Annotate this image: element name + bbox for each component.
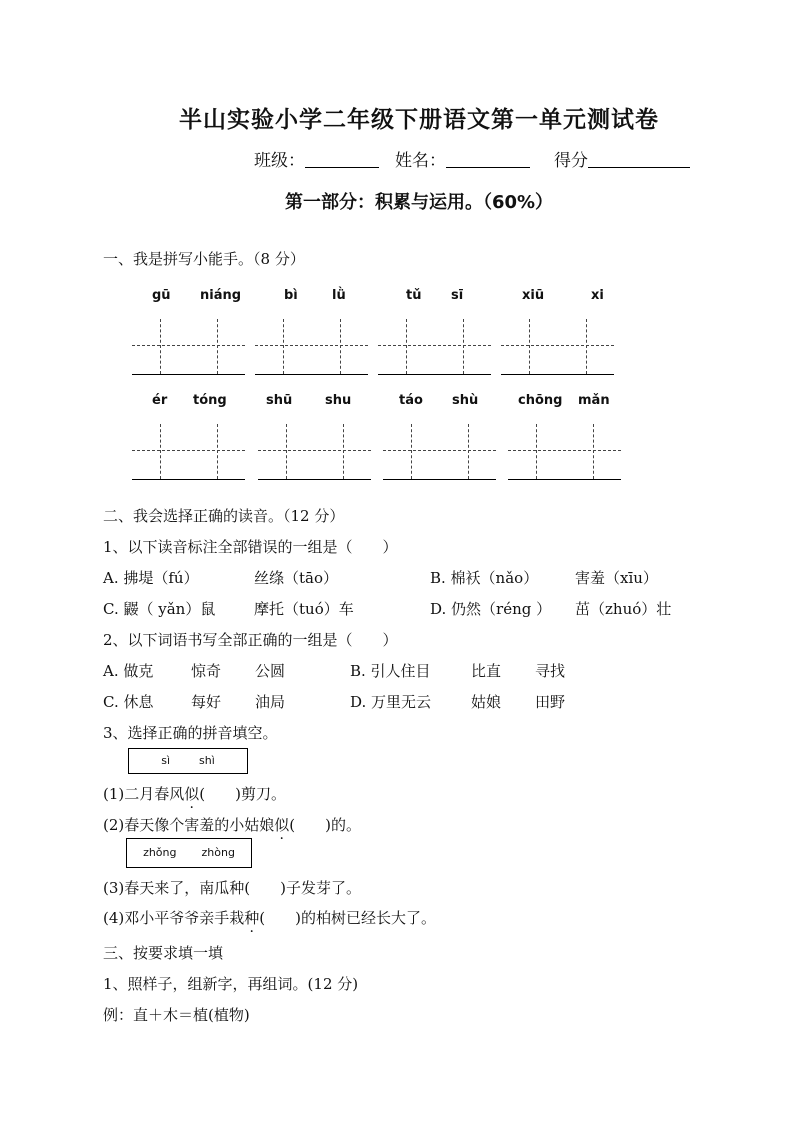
option-c-word: 每好 (191, 693, 222, 711)
option-b-word: 比直 (471, 662, 502, 680)
pinyin-label: tǔ (406, 288, 422, 303)
writing-grid[interactable] (508, 424, 621, 480)
pinyin-label: shu (325, 393, 352, 408)
name-blank[interactable] (446, 149, 530, 168)
class-field (254, 146, 379, 171)
score-field (554, 146, 690, 171)
pinyin-choice-box (128, 748, 248, 774)
q3-sub1: 1、照样子，组新字，再组词。(12 分) (103, 975, 359, 993)
score-label: 得分 (554, 151, 588, 171)
fill-sentence-4: (4)邓小平爷爷亲手栽种( )的柏树已经长大了。 (103, 909, 436, 927)
option-b-word: 寻找 (535, 662, 566, 680)
pinyin-choice: zhòng (201, 846, 235, 859)
option-d[interactable]: D. 万里无云 (350, 693, 432, 711)
pinyin-label: shù (452, 393, 479, 408)
option-c[interactable]: C. 鼹（ yǎn）鼠 (103, 600, 216, 618)
pinyin-label: chōng (518, 393, 563, 408)
pinyin-choice: zhǒng (143, 846, 177, 859)
pinyin-label: mǎn (578, 393, 610, 408)
option-a-word: 惊奇 (191, 662, 222, 680)
class-label: 班级： (254, 151, 305, 171)
q2-sub3: 3、选择正确的拼音填空。 (103, 724, 278, 742)
fill-sentence-1: (1)二月春风似( )剪刀。 (103, 785, 286, 803)
name-label: 姓名： (395, 151, 446, 171)
pinyin-label: gū (152, 288, 171, 303)
option-b-word: 害羞（xīu） (575, 569, 658, 587)
writing-grid[interactable] (132, 424, 245, 480)
option-a-word: 公圆 (255, 662, 286, 680)
option-b[interactable]: B. 棉袄（nǎo） (430, 569, 539, 587)
pinyin-label: sī (451, 288, 464, 303)
page-title: 半山实验小学二年级下册语文第一单元测试卷 (179, 106, 659, 133)
option-a-word: 丝绦（tāo） (254, 569, 339, 587)
writing-grid[interactable] (258, 424, 371, 480)
pinyin-label: ér (152, 393, 168, 408)
pinyin-label: tóng (193, 393, 227, 408)
class-blank[interactable] (305, 149, 379, 168)
option-d-word: 姑娘 (471, 693, 502, 711)
pinyin-label: táo (399, 393, 423, 408)
option-d[interactable]: D. 仍然（réng ） (430, 600, 552, 618)
pinyin-label: bì (284, 288, 298, 303)
pinyin-label: xiū (522, 288, 545, 303)
pinyin-label: lǜ (332, 288, 346, 303)
marked-char: 种 (244, 909, 260, 927)
pinyin-label: niáng (200, 288, 242, 303)
pinyin-label: shū (266, 393, 293, 408)
q2-heading: 二、我会选择正确的读音。（12 分） (103, 507, 345, 525)
pinyin-label: xi (591, 288, 604, 303)
pinyin-choice: sì (161, 754, 171, 767)
pinyin-choice: shì (199, 754, 215, 767)
writing-grid[interactable] (255, 319, 368, 375)
score-blank[interactable] (588, 149, 690, 168)
q2-sub2: 2、以下词语书写全部正确的一组是（ ） (103, 631, 398, 649)
option-c[interactable]: C. 休息 (103, 693, 154, 711)
marked-char: 似 (184, 785, 200, 803)
option-d-word: 田野 (535, 693, 566, 711)
option-d-word: 茁（zhuó）壮 (575, 600, 672, 618)
q3-example: 例：直＋木＝植(植物) (103, 1006, 250, 1024)
fill-sentence-3[interactable]: (3)春天来了，南瓜种( )子发芽了。 (103, 879, 361, 897)
writing-grid[interactable] (378, 319, 491, 375)
name-field (395, 146, 530, 171)
writing-grid[interactable] (501, 319, 614, 375)
q3-heading: 三、按要求填一填 (103, 944, 224, 962)
part1-title: 第一部分：积累与运用。（60%） (284, 192, 554, 213)
writing-grid[interactable] (383, 424, 496, 480)
fill-sentence-2: (2)春天像个害羞的小姑娘似( )的。 (103, 816, 361, 834)
pinyin-choice-box (126, 838, 252, 868)
marked-char: 似 (274, 816, 290, 834)
writing-grid[interactable] (132, 319, 245, 375)
option-a[interactable]: A. 拂堤（fú） (103, 569, 199, 587)
q1-heading: 一、我是拼写小能手。（8 分） (103, 250, 305, 268)
option-c-word: 摩托（tuó）车 (254, 600, 354, 618)
option-b[interactable]: B. 引人住目 (350, 662, 431, 680)
option-c-word: 油局 (255, 693, 286, 711)
option-a[interactable]: A. 做克 (103, 662, 154, 680)
q2-sub1: 1、以下读音标注全部错误的一组是（ ） (103, 538, 398, 556)
